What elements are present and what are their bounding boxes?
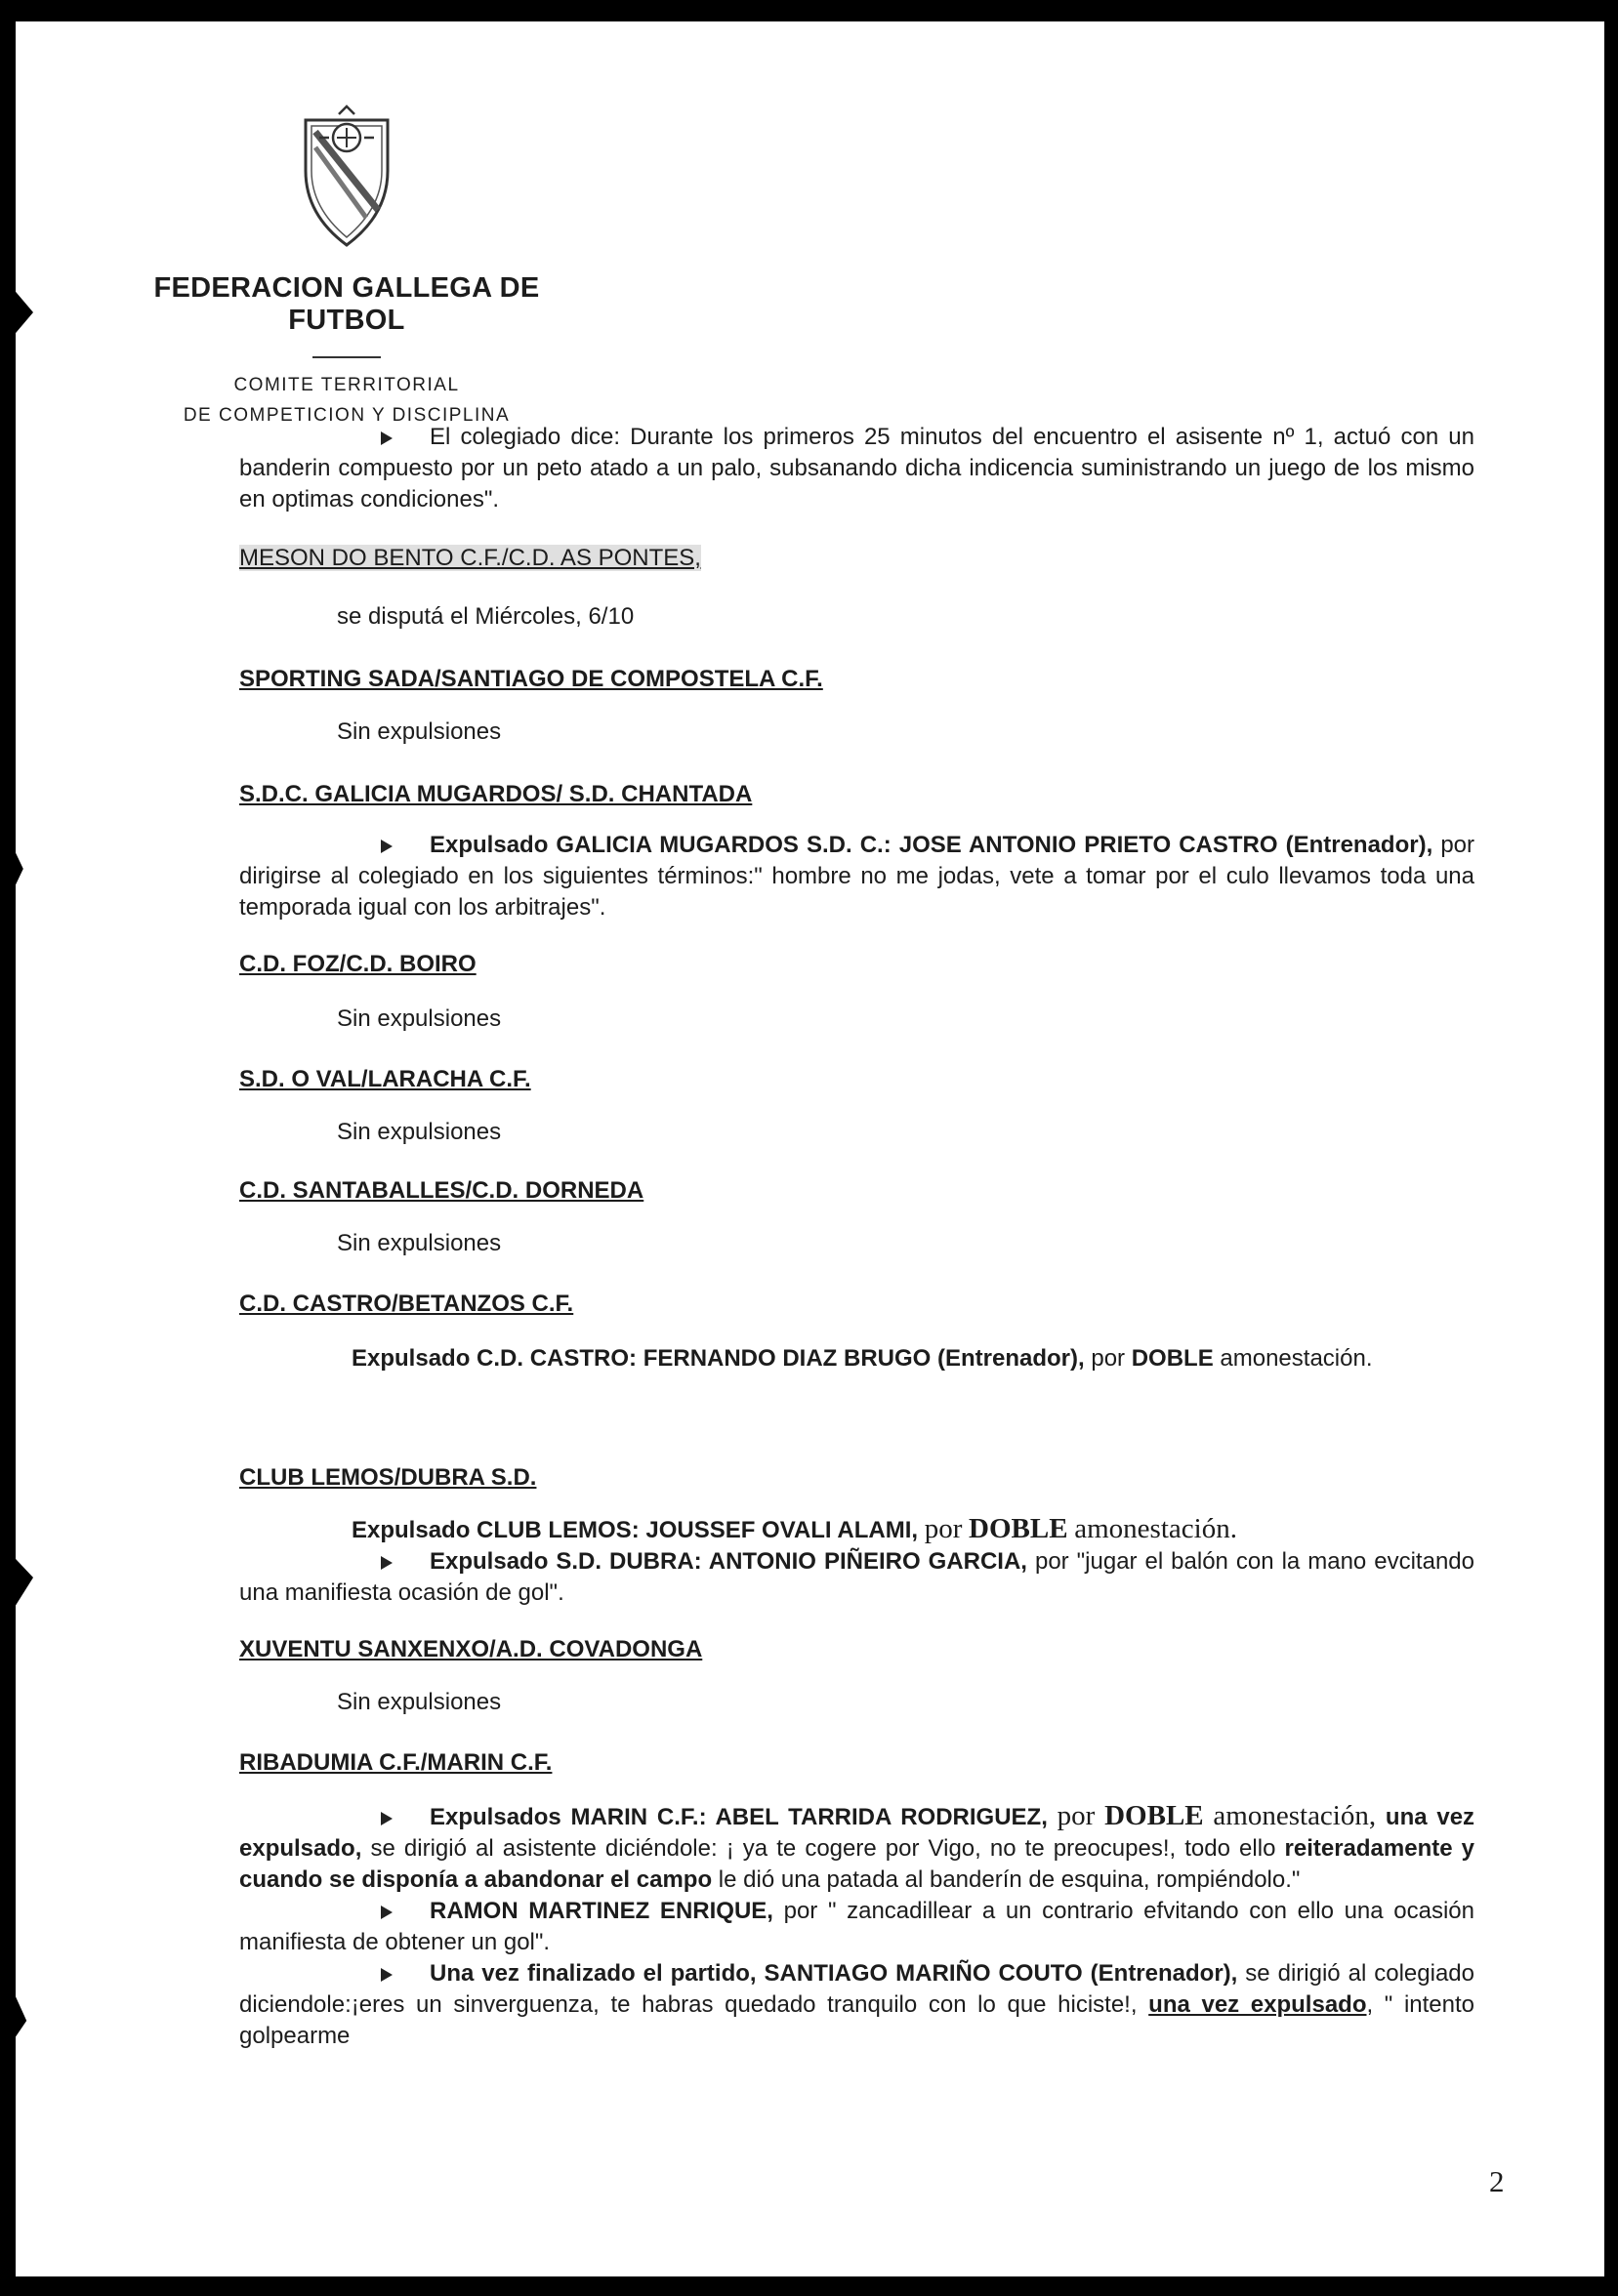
match-heading: SPORTING SADA/SANTIAGO DE COMPOSTELA C.F. xyxy=(239,666,823,692)
committee-line-1: COMITE TERRITORIAL xyxy=(233,375,460,395)
expulsion-entry: Expulsado CLUB LEMOS: JOUSSEF OVALI ALAMI, por DOBLE amonestación. xyxy=(352,1513,1237,1544)
expulsion-entry: Una vez finalizado el partido, SANTIAGO MARIÑO COUTO (Entrenador), se dirigió al colegiado diciendole:¡eres un sinverguenza, te habras quedado tranquilo con lo que hiciste!, una vez expulsado, " intento golpearme xyxy=(239,1960,1475,2049)
header-divider xyxy=(312,356,381,358)
expulsion-entry: Expulsado GALICIA MUGARDOS S.D. C.: JOSE ANTONIO PRIETO CASTRO (Entrenador), por dirigirse al colegiado en los siguientes términos:" hombre no me jodas, vete a tomar por el culo llevamos toda una temporada igual con los arbitrajes". xyxy=(239,832,1475,921)
federation-crest-logo xyxy=(298,102,395,249)
bullet-icon xyxy=(381,840,393,853)
match-note: Sin expulsiones xyxy=(337,1689,502,1715)
match-heading: MESON DO BENTO C.F./C.D. AS PONTES, xyxy=(239,545,701,571)
document-body xyxy=(239,422,1474,2052)
match-heading: XUVENTU SANXENXO/A.D. COVADONGA xyxy=(239,1636,703,1662)
letterhead xyxy=(117,102,576,430)
match-note: Sin expulsiones xyxy=(337,718,502,745)
bullet-icon xyxy=(381,1812,393,1825)
match-heading: RIBADUMIA C.F./MARIN C.F. xyxy=(239,1749,553,1776)
match-heading: C.D. FOZ/C.D. BOIRO xyxy=(239,951,477,977)
match-heading: S.D.C. GALICIA MUGARDOS/ S.D. CHANTADA xyxy=(239,781,753,807)
match-heading: S.D. O VAL/LARACHA C.F. xyxy=(239,1066,531,1092)
match-heading: C.D. CASTRO/BETANZOS C.F. xyxy=(239,1291,574,1317)
match-note: Sin expulsiones xyxy=(337,1005,502,1032)
bullet-icon xyxy=(381,1968,393,1982)
match-heading: CLUB LEMOS/DUBRA S.D. xyxy=(239,1464,537,1491)
committee-line-2: DE COMPETICION Y DISCIPLINA xyxy=(183,405,511,426)
page-number: 2 xyxy=(1489,2164,1505,2198)
bullet-icon xyxy=(381,1906,393,1919)
match-heading: C.D. SANTABALLES/C.D. DORNEDA xyxy=(239,1177,644,1204)
organization-name: FEDERACION GALLEGA DE FUTBOL xyxy=(153,272,540,336)
match-note: se disputá el Miércoles, 6/10 xyxy=(337,603,635,630)
intro-paragraph: El colegiado dice: Durante los primeros 25 minutos del encuentro el asisente nº 1, actuó con un banderin compuesto por un peto atado a un palo, subsanando dicha indicencia suministrando un juego de los mismo en optimas condiciones". xyxy=(239,424,1474,512)
expulsion-entry: Expulsado C.D. CASTRO: FERNANDO DIAZ BRUGO (Entrenador), por DOBLE amonestación. xyxy=(352,1345,1373,1372)
match-note: Sin expulsiones xyxy=(337,1119,502,1145)
expulsion-entry: Expulsado S.D. DUBRA: ANTONIO PIÑEIRO GARCIA, por "jugar el balón con la mano evcitando una manifiesta ocasión de gol". xyxy=(239,1548,1474,1606)
match-note: Sin expulsiones xyxy=(337,1230,502,1256)
expulsion-entry: RAMON MARTINEZ ENRIQUE, por " zancadillear a un contrario efvitando con ello una ocasión manifiesta de obtener un gol". xyxy=(239,1898,1474,1955)
bullet-icon xyxy=(381,431,393,445)
bullet-icon xyxy=(381,1556,393,1570)
expulsion-entry: Expulsados MARIN C.F.: ABEL TARRIDA RODRIGUEZ, por DOBLE amonestación, una vez expulsado, se dirigió al asistente diciéndole: ¡ ya te cogere por Vigo, no te preocupes!, todo ello reiteradamente y cuando se disponía a abandonar el campo le dió una patada al banderín de esquina, rompiéndolo." xyxy=(239,1800,1475,1893)
